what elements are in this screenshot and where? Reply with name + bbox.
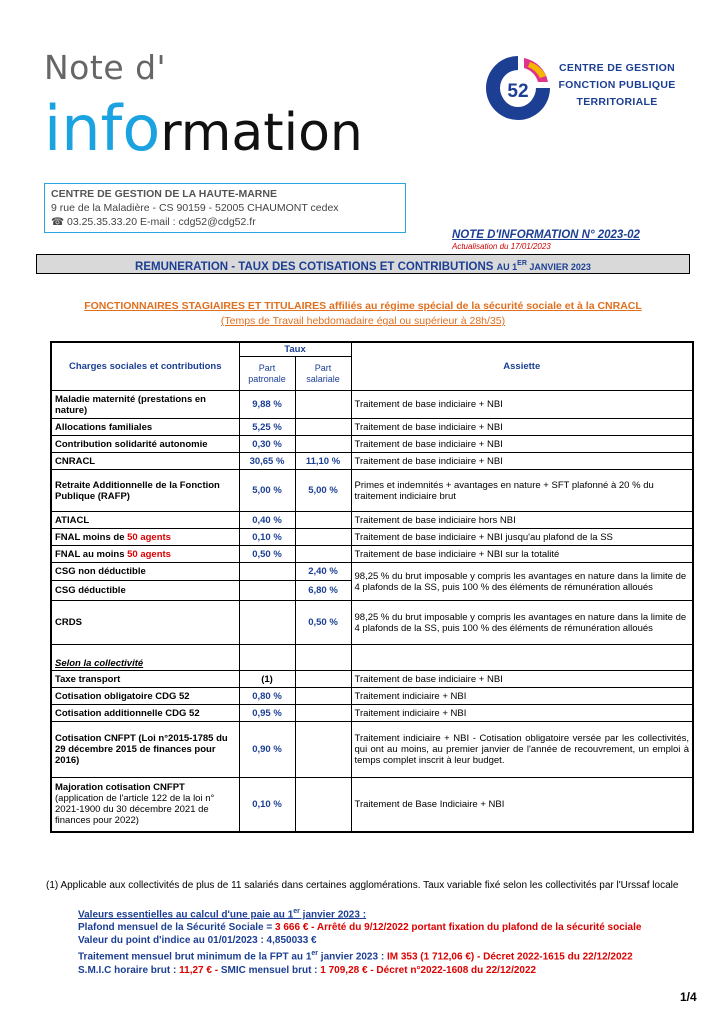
header-taux: Taux xyxy=(239,342,351,357)
value-line xyxy=(78,921,641,934)
row-salariale xyxy=(295,419,351,436)
address-contact: ☎ 03.25.35.33.20 E-mail : cdg52@cdg52.fr xyxy=(51,216,256,228)
row-salariale xyxy=(295,436,351,453)
banner-sup: ER xyxy=(517,260,527,267)
cdg52-logo-icon xyxy=(484,54,552,122)
row-label: CSG non déductible xyxy=(51,563,239,581)
table-header-row xyxy=(51,342,693,357)
row-assiette: 98,25 % du brut imposable y compris les avantages en nature dans la limite de 4 plafonds de la SS, puis 100 % des éléments de rémunération alloués xyxy=(351,563,693,601)
values-title xyxy=(78,905,641,921)
table-row xyxy=(51,436,693,453)
note-d-heading: Note d' xyxy=(44,48,167,87)
row-salariale xyxy=(295,722,351,778)
empty-cell xyxy=(239,645,295,671)
essential-values xyxy=(78,905,641,977)
address-org: CENTRE DE GESTION DE LA HAUTE-MARNE xyxy=(51,188,277,200)
row-salariale: 11,10 % xyxy=(295,453,351,470)
value-line: Valeur du point d'indice au 01/01/2023 : 4,850033 € xyxy=(78,935,317,947)
row-label: Cotisation CNFPT (Loi n°2015-1785 du 29 décembre 2015 de finances pour 2016) xyxy=(51,722,239,778)
table-row xyxy=(51,512,693,529)
row-salariale xyxy=(295,391,351,419)
row-salariale xyxy=(295,512,351,529)
row-assiette: Traitement de base indiciaire + NBI sur la totalité xyxy=(351,546,693,563)
row-patronale: 0,30 % xyxy=(239,436,295,453)
row-label: Cotisation obligatoire CDG 52 xyxy=(51,688,239,705)
note-number: NOTE D'INFORMATION N° 2023-02 xyxy=(452,229,640,241)
logo-line: CENTRE DE GESTION xyxy=(559,62,675,74)
address-box xyxy=(44,183,406,233)
table-row xyxy=(51,722,693,778)
row-assiette: Traitement de base indiciaire + NBI xyxy=(351,436,693,453)
value-line-value: 3 666 € - Arrêté du 9/12/2022 portant fixation du plafond de la sécurité sociale xyxy=(275,922,642,934)
row-salariale: 5,00 % xyxy=(295,470,351,512)
row-assiette: Traitement de base indiciaire + NBI xyxy=(351,453,693,470)
title-banner xyxy=(36,254,690,274)
header-charges: Charges sociales et contributions xyxy=(51,342,239,391)
value-line xyxy=(78,947,641,963)
row-assiette: 98,25 % du brut imposable y compris les avantages en nature dans la limite de 4 plafonds de la SS, puis 100 % des éléments de rémunération alloués xyxy=(351,601,693,645)
values-title-sup: er xyxy=(293,908,300,915)
header-patronale: Part patronale xyxy=(239,357,295,391)
row-salariale: 0,50 % xyxy=(295,601,351,645)
row-patronale: 5,25 % xyxy=(239,419,295,436)
row-assiette: Primes et indemnités + avantages en nature + SFT plafonné à 20 % du traitement indiciaire brut xyxy=(351,470,693,512)
row-assiette: Traitement de base indiciaire + NBI xyxy=(351,419,693,436)
info-blue-text: info xyxy=(44,92,161,165)
values-title-end: janvier 2023 : xyxy=(299,909,367,921)
table-row xyxy=(51,778,693,832)
row-assiette: Traitement de base indiciaire + NBI xyxy=(351,391,693,419)
row-salariale xyxy=(295,546,351,563)
subtitle-line2: (Temps de Travail hebdomadaire égal ou supérieur à 28h/35) xyxy=(220,315,506,327)
row-patronale: 5,00 % xyxy=(239,470,295,512)
address-street: 9 rue de la Maladière - CS 90159 - 52005 CHAUMONT cedex xyxy=(51,202,339,214)
table-section-row xyxy=(51,645,693,671)
row-label: Cotisation additionnelle CDG 52 xyxy=(51,705,239,722)
row-salariale xyxy=(295,688,351,705)
table-row xyxy=(51,563,693,581)
contributions-table xyxy=(50,341,694,833)
row-patronale xyxy=(239,581,295,601)
empty-cell xyxy=(295,645,351,671)
table-row xyxy=(51,546,693,563)
value-line-label2: janvier 2023 : xyxy=(318,951,387,963)
row-salariale xyxy=(295,671,351,688)
logo-line: TERRITORIALE xyxy=(576,96,658,108)
row-patronale: 0,10 % xyxy=(239,529,295,546)
table-row xyxy=(51,419,693,436)
table-row xyxy=(51,601,693,645)
row-assiette: Traitement de base indiciaire hors NBI xyxy=(351,512,693,529)
value-line-value: 11,27 € - xyxy=(179,964,221,976)
logo-text xyxy=(554,60,680,111)
info-dark-text: rmation xyxy=(160,103,363,163)
value-line-value: IM 353 (1 712,06 €) - Décret 2022-1615 du 22/12/2022 xyxy=(386,951,633,963)
row-salariale: 2,40 % xyxy=(295,563,351,581)
logo-number: 52 xyxy=(507,81,529,102)
row-label: Contribution solidarité autonomie xyxy=(51,436,239,453)
table-row xyxy=(51,705,693,722)
row-label: CRDS xyxy=(51,601,239,645)
update-date: Actualisation du 17/01/2023 xyxy=(452,242,551,251)
empty-cell xyxy=(351,645,693,671)
table-row xyxy=(51,671,693,688)
row-patronale: 30,65 % xyxy=(239,453,295,470)
row-label: Maladie maternité (prestations en nature) xyxy=(51,391,239,419)
row-salariale xyxy=(295,529,351,546)
row-label xyxy=(51,778,239,832)
row-label: ATIACL xyxy=(51,512,239,529)
value-line-label: Traitement mensuel brut minimum de la FPT au 1 xyxy=(78,951,312,963)
row-patronale: (1) xyxy=(239,671,295,688)
fnal2-red: 50 agents xyxy=(127,548,171,560)
row-label: CSG déductible xyxy=(51,581,239,601)
row-patronale: 0,10 % xyxy=(239,778,295,832)
row-assiette: Traitement de Base Indiciaire + NBI xyxy=(351,778,693,832)
table-row xyxy=(51,391,693,419)
row-patronale: 0,90 % xyxy=(239,722,295,778)
row-label: CNRACL xyxy=(51,453,239,470)
value-line-sup: er xyxy=(311,950,319,958)
row-salariale xyxy=(295,705,351,722)
row-patronale xyxy=(239,563,295,581)
banner-small: AU 1 xyxy=(496,261,518,272)
row-assiette: Traitement de base indiciaire + NBI jusqu'au plafond de la SS xyxy=(351,529,693,546)
row-assiette: Traitement indiciaire + NBI xyxy=(351,688,693,705)
subtitle-line1: FONCTIONNAIRES STAGIAIRES ET TITULAIRES affiliés au régime spécial de la sécurité sociale et à la CNRACL xyxy=(84,300,642,312)
row-salariale xyxy=(295,778,351,832)
row-assiette: Traitement indiciaire + NBI - Cotisation obligatoire versée par les collectivités, qui ont au moins, au premier janvier de l'année de recouvrement, un emploi à temps complet inscrit à leur budget. xyxy=(351,722,693,778)
section-label: Selon la collectivité xyxy=(51,645,239,671)
row-patronale xyxy=(239,601,295,645)
row-patronale: 0,40 % xyxy=(239,512,295,529)
header-salariale: Part salariale xyxy=(295,357,351,391)
value-line-value2: 1 709,28 € - Décret n°2022-1608 du 22/12/2022 xyxy=(320,964,537,976)
fnal1-label: FNAL moins de xyxy=(55,531,128,543)
value-line xyxy=(78,964,641,977)
value-line-label: S.M.I.C horaire brut : xyxy=(78,964,180,976)
table-row xyxy=(51,453,693,470)
row-label: Allocations familiales xyxy=(51,419,239,436)
row-assiette: Traitement de base indiciaire + NBI xyxy=(351,671,693,688)
maj-label-bold: Majoration cotisation CNFPT xyxy=(55,782,185,794)
values-title-text: Valeurs essentielles au calcul d'une paie au 1 xyxy=(78,909,294,921)
banner-main: REMUNERATION - TAUX DES COTISATIONS ET CONTRIBUTIONS xyxy=(135,260,497,273)
row-patronale: 0,50 % xyxy=(239,546,295,563)
row-assiette: Traitement indiciaire + NBI xyxy=(351,705,693,722)
fnal2-label: FNAL au moins xyxy=(55,548,128,560)
table-row xyxy=(51,470,693,512)
row-label xyxy=(51,546,239,563)
row-patronale: 9,88 % xyxy=(239,391,295,419)
information-heading xyxy=(44,92,363,165)
row-label: Retraite Additionnelle de la Fonction Publique (RAFP) xyxy=(51,470,239,512)
row-salariale: 6,80 % xyxy=(295,581,351,601)
header-assiette: Assiette xyxy=(351,342,693,391)
row-patronale: 0,80 % xyxy=(239,688,295,705)
page-number: 1/4 xyxy=(680,990,697,1004)
row-patronale: 0,95 % xyxy=(239,705,295,722)
maj-label-normal: (application de l'article 122 de la loi n° 2021-1900 du 30 décembre 2021 de finances pour 2022) xyxy=(55,793,215,827)
value-line-label: Plafond mensuel de la Sécurité Sociale = xyxy=(78,922,276,934)
value-line-label2: SMIC mensuel brut : xyxy=(220,964,321,976)
row-label: Taxe transport xyxy=(51,671,239,688)
fnal1-red: 50 agents xyxy=(127,531,171,543)
banner-small2: JANVIER 2023 xyxy=(526,261,591,272)
table-row xyxy=(51,529,693,546)
row-label xyxy=(51,529,239,546)
footnote: (1) Applicable aux collectivités de plus de 11 salariés dans certaines agglomérations. Taux variable fixé selon les collectivités par l'Urssaf locale xyxy=(46,880,679,891)
table-row xyxy=(51,688,693,705)
logo-line: FONCTION PUBLIQUE xyxy=(558,79,676,91)
